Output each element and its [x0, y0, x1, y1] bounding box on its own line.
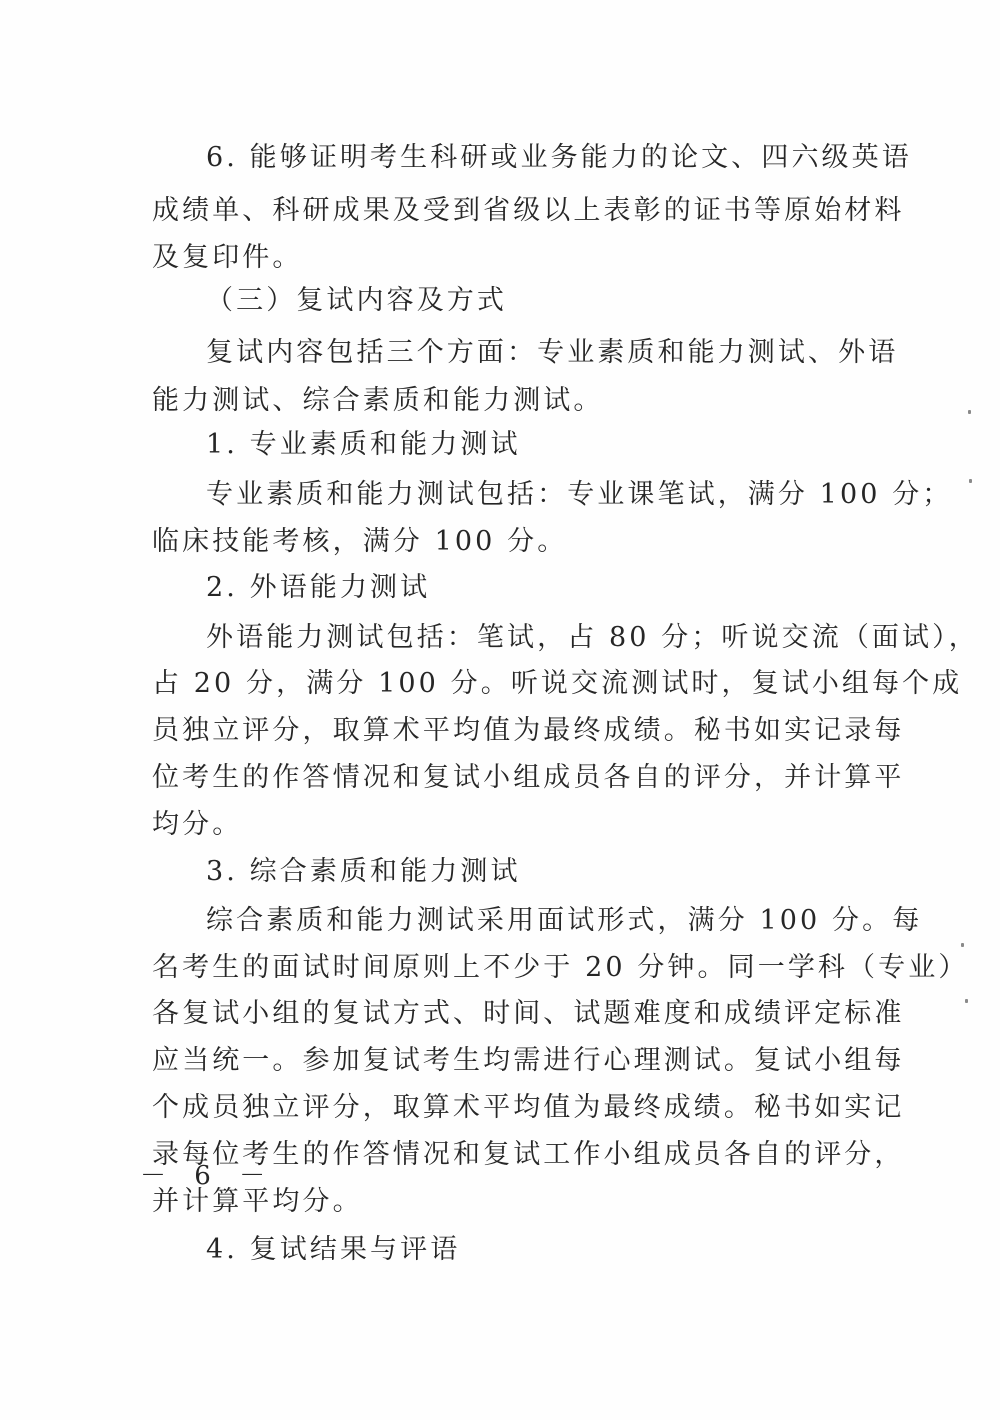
paragraph-line: 均分。	[152, 809, 243, 840]
paragraph-line: 名考生的面试时间原则上不少于 20 分钟。同一学科（专业）	[152, 952, 969, 983]
paragraph-line: 并计算平均分。	[152, 1186, 363, 1217]
section-heading: （三）复试内容及方式	[206, 285, 507, 316]
subsection-heading: 3. 综合素质和能力测试	[206, 856, 521, 887]
paragraph-line: 成绩单、科研成果及受到省级以上表彰的证书等原始材料	[152, 195, 905, 226]
paragraph-line: 位考生的作答情况和复试小组成员各自的评分，并计算平	[152, 762, 905, 793]
paragraph-line: 专业素质和能力测试包括：专业课笔试，满分 100 分；	[206, 479, 953, 510]
scan-speck	[969, 479, 972, 483]
paragraph-line: 外语能力测试包括：笔试，占 80 分；听说交流（面试），	[206, 622, 979, 653]
paragraph-line: 能力测试、综合素质和能力测试。	[152, 385, 604, 416]
subsection-heading: 2. 外语能力测试	[206, 572, 431, 603]
paragraph-line: 个成员独立评分，取算术平均值为最终成绩。秘书如实记	[152, 1092, 905, 1123]
paragraph-line: 复试内容包括三个方面：专业素质和能力测试、外语	[206, 337, 899, 368]
paragraph-line: 及复印件。	[152, 242, 303, 273]
paragraph-line: 临床技能考核，满分 100 分。	[152, 526, 568, 557]
subsection-heading: 1. 专业素质和能力测试	[206, 429, 521, 460]
paragraph-line: 应当统一。参加复试考生均需进行心理测试。复试小组每	[152, 1045, 905, 1076]
paragraph-line: 录每位考生的作答情况和复试工作小组成员各自的评分，	[152, 1139, 905, 1170]
scan-speck	[961, 943, 964, 947]
paragraph-line: 综合素质和能力测试采用面试形式，满分 100 分。每	[206, 905, 923, 936]
scan-speck	[968, 410, 971, 414]
page-number-text: － 6 －	[140, 1161, 276, 1191]
scan-speck	[965, 999, 968, 1003]
paragraph-line: 员独立评分，取算术平均值为最终成绩。秘书如实记录每	[152, 715, 905, 746]
subsection-heading: 4. 复试结果与评语	[206, 1234, 461, 1265]
paragraph-line: 6. 能够证明考生科研或业务能力的论文、四六级英语	[206, 142, 912, 173]
paragraph-line: 占 20 分，满分 100 分。听说交流测试时，复试小组每个成	[152, 668, 963, 699]
paragraph-line: 各复试小组的复试方式、时间、试题难度和成绩评定标准	[152, 998, 905, 1029]
